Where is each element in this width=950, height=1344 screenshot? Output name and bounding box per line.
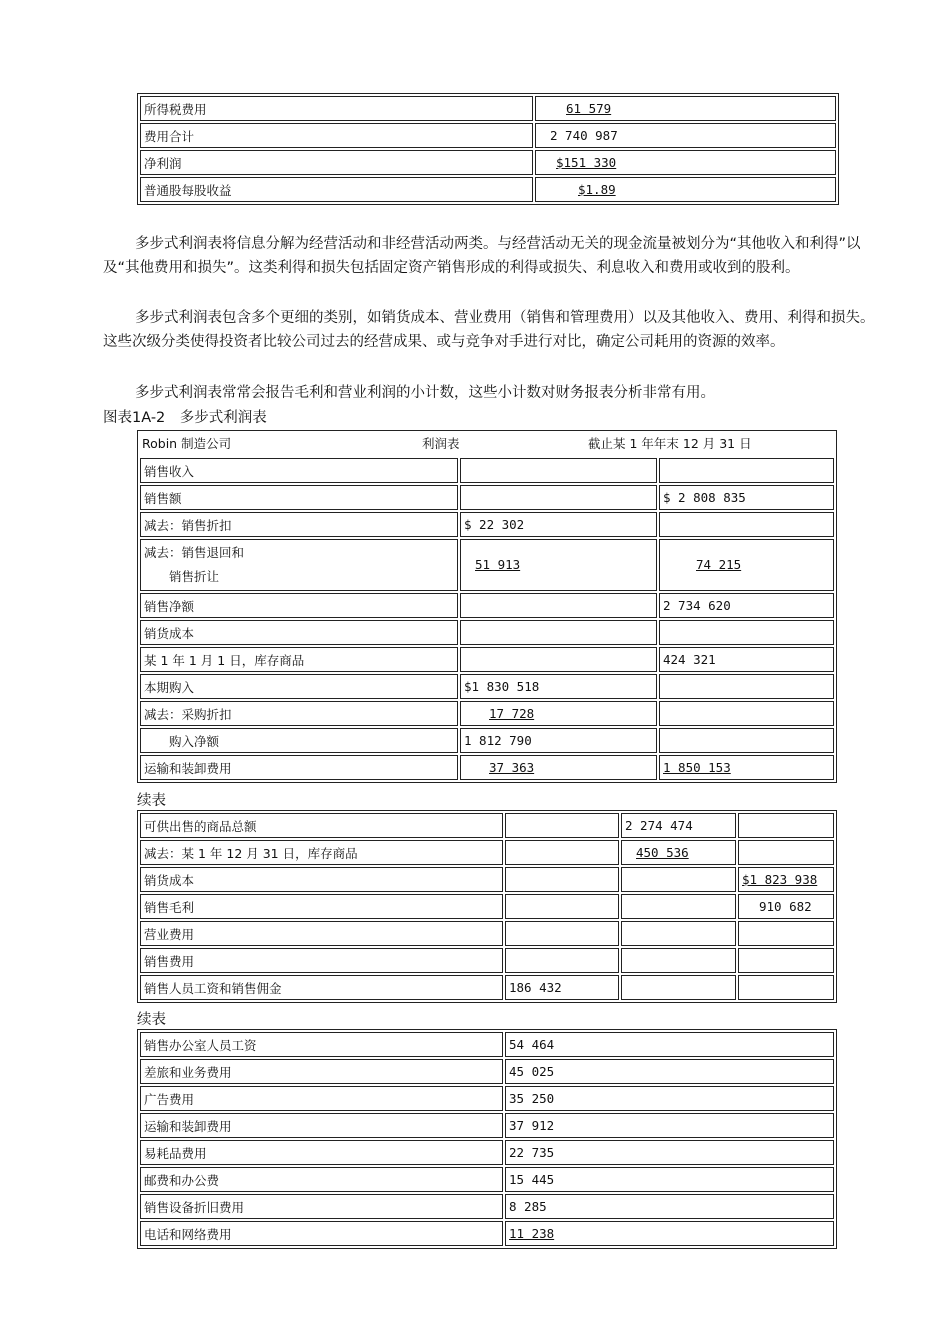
selling-expenses-table bbox=[137, 1029, 837, 1249]
table-cell: 1 850 153 bbox=[659, 755, 834, 780]
table-cell: 可供出售的商品总额 bbox=[140, 813, 503, 838]
table-cell bbox=[621, 894, 736, 919]
table-row bbox=[140, 867, 834, 892]
table-cell bbox=[505, 948, 619, 973]
table-cell: 186 432 bbox=[505, 975, 619, 1000]
table-row bbox=[140, 539, 834, 591]
table-cell: 17 728 bbox=[460, 701, 657, 726]
income-statement-table bbox=[137, 456, 837, 783]
row-value: $1.89 bbox=[535, 177, 836, 202]
table-row bbox=[140, 96, 836, 121]
table-cell bbox=[659, 728, 834, 753]
table-cell: 电话和网络费用 bbox=[140, 1221, 503, 1246]
table-row bbox=[140, 512, 834, 537]
table-row bbox=[140, 1167, 834, 1192]
table-cell bbox=[621, 921, 736, 946]
table-row bbox=[140, 1140, 834, 1165]
table-row bbox=[140, 150, 836, 175]
row-label: 所得税费用 bbox=[140, 96, 533, 121]
table-row bbox=[140, 1032, 834, 1057]
table-row bbox=[140, 948, 834, 973]
table-cell: 35 250 bbox=[505, 1086, 834, 1111]
table-cell bbox=[738, 948, 834, 973]
table-cell: 22 735 bbox=[505, 1140, 834, 1165]
table-cell: 销售毛利 bbox=[140, 894, 503, 919]
table-cell: 54 464 bbox=[505, 1032, 834, 1057]
table-cell bbox=[621, 948, 736, 973]
table-cell bbox=[659, 620, 834, 645]
table-cell bbox=[460, 647, 657, 672]
table-cell: $ 22 302 bbox=[460, 512, 657, 537]
table-cell: 本期购入 bbox=[140, 674, 458, 699]
table-cell: 减去：销售折扣 bbox=[140, 512, 458, 537]
table-row bbox=[140, 894, 834, 919]
table-cell bbox=[621, 867, 736, 892]
table-cell: 销货成本 bbox=[140, 620, 458, 645]
table-row bbox=[140, 975, 834, 1000]
table-cell bbox=[460, 458, 657, 483]
table-cell: 45 025 bbox=[505, 1059, 834, 1084]
table-cell bbox=[659, 458, 834, 483]
table-row bbox=[140, 728, 834, 753]
table-cell: 邮费和办公费 bbox=[140, 1167, 503, 1192]
table-cell: $ 2 808 835 bbox=[659, 485, 834, 510]
row-value: 61 579 bbox=[535, 96, 836, 121]
table-cell: 购入净额 bbox=[140, 728, 458, 753]
table-cell bbox=[738, 813, 834, 838]
table-cell bbox=[738, 840, 834, 865]
table-cell: 37 912 bbox=[505, 1113, 834, 1138]
table-row bbox=[140, 813, 834, 838]
table-cell bbox=[505, 813, 619, 838]
table-row bbox=[140, 674, 834, 699]
table-cell: 差旅和业务费用 bbox=[140, 1059, 503, 1084]
table-cell: 424 321 bbox=[659, 647, 834, 672]
table-cell bbox=[505, 840, 619, 865]
table-cell: 1 812 790 bbox=[460, 728, 657, 753]
table-cell: 减去：某 1 年 12 月 31 日，库存商品 bbox=[140, 840, 503, 865]
table-cell: 某 1 年 1 月 1 日，库存商品 bbox=[140, 647, 458, 672]
table-cell: 广告费用 bbox=[140, 1086, 503, 1111]
top-summary-table bbox=[137, 93, 839, 205]
table-cell: 销售额 bbox=[140, 485, 458, 510]
table-cell: 运输和装卸费用 bbox=[140, 755, 458, 780]
table-cell: 2 274 474 bbox=[621, 813, 736, 838]
table-row bbox=[140, 593, 834, 618]
table-row bbox=[140, 921, 834, 946]
row-value: $151 330 bbox=[535, 150, 836, 175]
table-cell: 减去：采购折扣 bbox=[140, 701, 458, 726]
paragraph-3: 多步式利润表常常会报告毛利和营业利润的小计数，这些小计数对财务报表分析非常有用。 bbox=[135, 385, 715, 401]
table-row bbox=[140, 1113, 834, 1138]
continued-label-2: 续表 bbox=[137, 1012, 166, 1028]
company-name: Robin 制造公司 bbox=[142, 436, 232, 451]
table-cell: 450 536 bbox=[621, 840, 736, 865]
table-cell: 运输和装卸费用 bbox=[140, 1113, 503, 1138]
table-row bbox=[140, 755, 834, 780]
income-statement-table-continued bbox=[137, 810, 837, 1003]
continued-label-1: 续表 bbox=[137, 793, 166, 809]
table-cell: $1 830 518 bbox=[460, 674, 657, 699]
statement-period: 截止某 1 年年末 12 月 31 日 bbox=[588, 436, 752, 451]
table-cell: 营业费用 bbox=[140, 921, 503, 946]
table-cell: 37 363 bbox=[460, 755, 657, 780]
table-cell: 销售设备折旧费用 bbox=[140, 1194, 503, 1219]
table-cell bbox=[460, 620, 657, 645]
table-cell: 销售费用 bbox=[140, 948, 503, 973]
table-row bbox=[140, 458, 834, 483]
table-cell bbox=[621, 975, 736, 1000]
row-label: 费用合计 bbox=[140, 123, 533, 148]
table-cell bbox=[659, 701, 834, 726]
table-row bbox=[140, 1221, 834, 1246]
table-cell: 销货成本 bbox=[140, 867, 503, 892]
table-cell: 15 445 bbox=[505, 1167, 834, 1192]
table-cell: 减去：销售退回和 销售折让 bbox=[140, 539, 458, 591]
table-cell: 910 682 bbox=[738, 894, 834, 919]
table-cell bbox=[738, 921, 834, 946]
table-cell: 74 215 bbox=[659, 539, 834, 591]
table-row bbox=[140, 1086, 834, 1111]
table-cell: $1 823 938 bbox=[738, 867, 834, 892]
table-cell bbox=[659, 512, 834, 537]
table-row bbox=[140, 1059, 834, 1084]
table-row bbox=[140, 840, 834, 865]
table-row bbox=[140, 701, 834, 726]
table-cell bbox=[659, 674, 834, 699]
row-label: 净利润 bbox=[140, 150, 533, 175]
table-cell bbox=[460, 485, 657, 510]
table-row bbox=[140, 1194, 834, 1219]
table-cell: 销售收入 bbox=[140, 458, 458, 483]
table-cell: 销售办公室人员工资 bbox=[140, 1032, 503, 1057]
income-statement-header bbox=[137, 430, 837, 458]
table-cell: 11 238 bbox=[505, 1221, 834, 1246]
table-cell: 销售人员工资和销售佣金 bbox=[140, 975, 503, 1000]
table-cell: 51 913 bbox=[460, 539, 657, 591]
table-row bbox=[140, 485, 834, 510]
table-cell: 销售净额 bbox=[140, 593, 458, 618]
table-row bbox=[140, 177, 836, 202]
statement-title: 利润表 bbox=[422, 436, 460, 451]
paragraph-2: 多步式利润表包含多个更细的类别，如销货成本、营业费用（销售和管理费用）以及其他收入、费用、利得和损失。这些次级分类使得投资者比较公司过去的经营成果、或与竞争对手进行对比，确定公司耗用的资源的效率。 bbox=[103, 310, 875, 350]
table-cell: 易耗品费用 bbox=[140, 1140, 503, 1165]
table-cell bbox=[505, 867, 619, 892]
table-cell bbox=[505, 894, 619, 919]
table-row bbox=[140, 647, 834, 672]
table-row bbox=[140, 123, 836, 148]
row-label: 普通股每股收益 bbox=[140, 177, 533, 202]
paragraph-1: 多步式利润表将信息分解为经营活动和非经营活动两类。与经营活动无关的现金流量被划分为“其他收入和利得”以及“其他费用和损失”。这类利得和损失包括固定资产销售形成的利得或损失、利息收入和费用或收到的股利。 bbox=[103, 236, 861, 276]
table-row bbox=[140, 620, 834, 645]
table-cell: 2 734 620 bbox=[659, 593, 834, 618]
table-cell: 8 285 bbox=[505, 1194, 834, 1219]
table-cell bbox=[738, 975, 834, 1000]
row-value: 2 740 987 bbox=[535, 123, 836, 148]
figure-caption: 图表1A-2 多步式利润表 bbox=[103, 410, 267, 426]
table-cell bbox=[505, 921, 619, 946]
table-cell bbox=[460, 593, 657, 618]
